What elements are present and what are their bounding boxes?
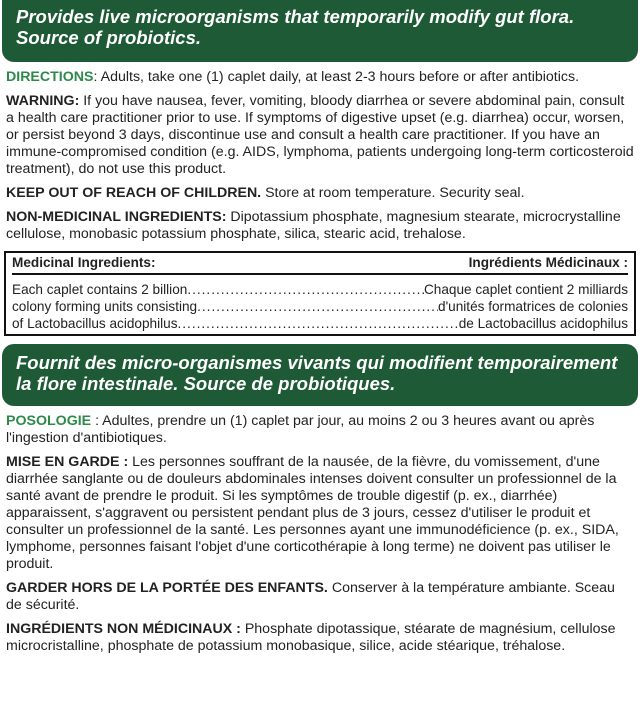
ingredients-table-header	[12, 253, 628, 275]
keep-out-paragraph	[6, 185, 634, 202]
dot-leader	[187, 281, 424, 298]
ingredient-en: colony forming units consisting	[12, 299, 198, 314]
ingredients-header-fr: Ingrédients Médicinaux :	[468, 255, 628, 270]
ingredients-row	[12, 298, 628, 315]
medicinal-ingredients-table	[4, 251, 636, 336]
keep-out-text: Store at room temperature. Security seal.	[261, 185, 525, 201]
ingredients-row	[12, 315, 628, 332]
dot-leader	[197, 298, 438, 315]
posologie-text: : Adultes, prendre un (1) caplet par jour, au moins 2 ou 3 heures avant ou après l'ingestion d'antibiotiques.	[6, 413, 595, 446]
ingredient-fr: Chaque caplet contient 2 milliards	[423, 282, 628, 297]
garder-paragraph	[6, 580, 634, 614]
mise-en-garde-text: Les personnes souffrant de la nausée, de la fièvre, du vomissement, d'une diarrhée sanglante ou de douleurs abdominales intenses doivent consulter un professionnel de la santé avant de prendre le produit. Si les symptômes de trouble digestif (p. ex., diarrhée) apparaissent, s'aggravent ou persistent pendant plus de 3 jours, cessez d'utiliser le produit et consulter un professionnel de la santé. Les personnes ayant une immunodéficience (p. ex., SIDA, lymphome, personnes faisant l'objet d'une corticothérapie à long terme) ne doivent pas utiliser le produit.	[6, 454, 619, 572]
mise-en-garde-label: MISE EN GARDE :	[6, 454, 129, 470]
garder-label: GARDER HORS DE LA PORTÉE DES ENFANTS.	[6, 580, 328, 596]
garder-text: Conserver à la température ambiante. Sceau de sécurité.	[6, 580, 615, 613]
english-section	[0, 69, 640, 243]
non-medicinal-text: Dipotassium phosphate, magnesium stearate, microcrystalline cellulose, monobasic potassium phosphate, silica, stearic acid, trehalose.	[6, 209, 621, 242]
ingredient-fr: d'unités formatrices de colonies	[438, 299, 628, 314]
french-claim-banner	[2, 344, 638, 406]
directions-paragraph	[6, 69, 634, 86]
non-medicinaux-text: Phosphate dipotassique, stéarate de magnésium, cellulose microcristalline, phosphate de potassium monobasique, silice, acide stéarique, tréhalose.	[6, 621, 616, 654]
non-medicinaux-paragraph	[6, 621, 634, 655]
posologie-label: POSOLOGIE	[6, 413, 92, 429]
warning-paragraph	[6, 93, 634, 178]
posologie-paragraph	[6, 413, 634, 447]
french-section	[0, 413, 640, 655]
keep-out-label: KEEP OUT OF REACH OF CHILDREN.	[6, 185, 262, 201]
french-claim-text: Fournit des micro-organismes vivants qui modifient temporairement la flore intestinale. Source de probiotiques.	[16, 352, 618, 394]
ingredient-fr: de Lactobacillus acidophilus	[458, 316, 628, 331]
non-medicinaux-label: INGRÉDIENTS NON MÉDICINAUX :	[6, 621, 241, 637]
non-medicinal-paragraph	[6, 209, 634, 243]
non-medicinal-label: NON-MEDICINAL INGREDIENTS:	[6, 209, 227, 225]
ingredient-en: of Lactobacillus acidophilus	[12, 316, 178, 331]
directions-label: DIRECTIONS	[6, 69, 94, 85]
ingredient-en: Each caplet contains 2 billion	[12, 282, 188, 297]
ingredients-header-en: Medicinal Ingredients:	[12, 255, 156, 270]
warning-label: WARNING:	[6, 93, 80, 109]
dot-leader	[178, 315, 459, 332]
ingredients-row	[12, 281, 628, 298]
english-claim-banner	[2, 0, 638, 62]
mise-en-garde-paragraph	[6, 454, 634, 573]
warning-text: If you have nausea, fever, vomiting, bloody diarrhea or severe abdominal pain, consult a health care practitioner prior to use. If symptoms of digestive upset (e.g. diarrhea) occur, worsen, or persist beyond 3 days, discontinue use and consult a health care practitioner. If you have an immune-compromised condition (e.g. AIDS, lymphoma, patients undergoing long-term corticosteroid treatment), do not use this product.	[6, 93, 634, 177]
directions-text: : Adults, take one (1) caplet daily, at least 2-3 hours before or after antibiotics.	[93, 69, 580, 85]
english-claim-text: Provides live microorganisms that temporarily modify gut flora. Source of probiotics.	[16, 6, 575, 48]
